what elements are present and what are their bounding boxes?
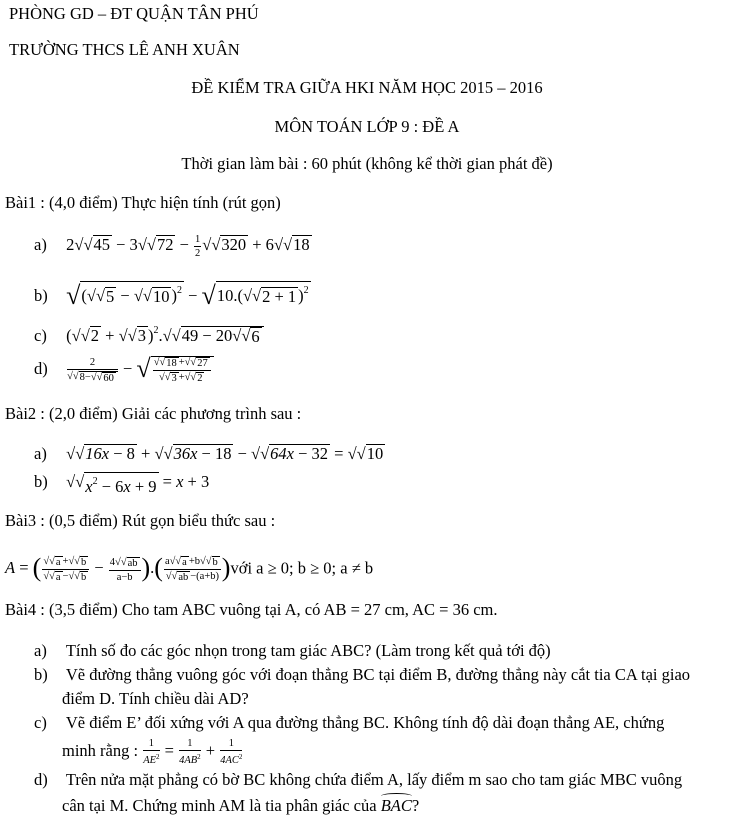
bai1-c (34, 321, 264, 346)
bai4-b (34, 665, 690, 685)
bai1-a-expr: 2√ √ 45 − 3√ √ 72 − $\frac{1}{2}$ √ √ 320 + 6√ √ 18 (66, 235, 311, 254)
bai4-c-line2 (62, 738, 243, 766)
bai3-formula: A = ( √ √ a +√ √ b √ √ a −√ √ b − 4√ √ ab a−b ).( a√ √ a +b√ √ b √ √ ab −(a+b) ) (5, 558, 230, 577)
bai4-b-line2: điểm D. Tính chiều dài AD? (62, 689, 249, 708)
bai4-b-line1: Vẽ đường thẳng vuông góc với đoạn thẳng BC tại điểm B, đường thẳng này cắt tia CA tại giao (65, 665, 691, 684)
bai4-d-line1: Trên nửa mặt phẳng có bờ BC không chứa điểm A, lấy điểm m sao cho tam giác MBC vuông (65, 770, 683, 789)
bai1-c-expr: (√ √ 2 + √ √ 3 )$^2$.√ √ 49 − 20√ √ 6 (66, 326, 264, 345)
bai4-c-line2-text: minh rằng : (62, 740, 139, 760)
time-line: Thời gian làm bài : 60 phút (không kể thời gian phát đề) (181, 154, 553, 173)
bai2-b-expr: √ √ $x^2 - 6x + 9$ = x + 3 (66, 472, 209, 491)
bai4-c-label: c) (34, 713, 47, 732)
bai2-b-label: b) (34, 472, 48, 491)
bai4-d (34, 770, 682, 790)
bai2-title: Bài2 : (2,0 điểm) Giải các phương trình sau : (5, 404, 302, 423)
bai1-c-label: c) (34, 326, 47, 345)
bai4-a-text: Tính số đo các góc nhọn trong tam giác ABC? (Làm trong kết quả tới độ) (65, 641, 551, 660)
bai4-title: Bài4 : (3,5 điểm) Cho tam ABC vuông tại A, có AB = 27 cm, AC = 36 cm. (5, 600, 498, 619)
bai2-a-expr: √ √ 16x − 8 + √ √ 36x − 18 − √ √ 64x − 32 = √ √ 10 (66, 444, 385, 463)
bai1-b-expr: √(√ √ 5 − √ √ 10 )$^2$ − √10.(√ √ 2 + 1 )$^2$ (66, 286, 311, 305)
bai1-a (34, 234, 312, 259)
exam-title: ĐỀ KIỂM TRA GIỮA HKI NĂM HỌC 2015 – 2016 (191, 78, 543, 97)
bai4-b-label: b) (34, 665, 48, 684)
bai1-d-expr: 2 √ √ 8−√ √ 60 − √ √ √ 18 +√ √ 27 √ √ 3 +√ √ 2 (66, 359, 214, 378)
bai4-a (34, 641, 551, 661)
bai4-c-formula: $\frac{1}{AE^2}$ = $\frac{1}{4AB^2}$ + $\frac{1}{4AC^2}$ (143, 738, 243, 766)
bai3-condition: với a ≥ 0; b ≥ 0; a ≠ b (230, 558, 374, 578)
bai3-title: Bài3 : (0,5 điểm) Rút gọn biểu thức sau : (5, 511, 276, 530)
bai1-title: Bài1 : (4,0 điểm) Thực hiện tính (rút gọn) (5, 193, 281, 212)
bai4-d-line2-text: cân tại M. Chứng minh AM là tia phân giác của (62, 796, 377, 815)
school-name: TRƯỜNG THCS LÊ ANH XUÂN (9, 40, 240, 59)
bai4-a-label: a) (34, 641, 47, 660)
bai4-d-label: d) (34, 770, 48, 789)
bai2-b (34, 472, 209, 496)
bai4-d-line2: cân tại M. Chứng minh AM là tia phân giác của BAC? (62, 796, 420, 815)
bai1-b-label: b) (34, 286, 48, 305)
bai2-a (34, 444, 385, 464)
bai4-c-line1: Vẽ điểm E’ đối xứng với A qua đường thẳng BC. Không tính độ dài đoạn thẳng AE, chứng (65, 713, 665, 732)
angle-bac: BAC (380, 796, 412, 815)
subject-line: MÔN TOÁN LỚP 9 : ĐỀ A (274, 117, 460, 136)
bai2-a-label: a) (34, 444, 47, 463)
bai1-d (34, 356, 214, 384)
bai1-a-label: a) (34, 235, 47, 255)
bai3-expr (5, 553, 374, 583)
bai4-c (34, 713, 664, 733)
office-name: PHÒNG GD – ĐT QUẬN TÂN PHÚ (9, 4, 259, 23)
bai1-d-label: d) (34, 359, 48, 379)
bai1-b (34, 281, 311, 310)
